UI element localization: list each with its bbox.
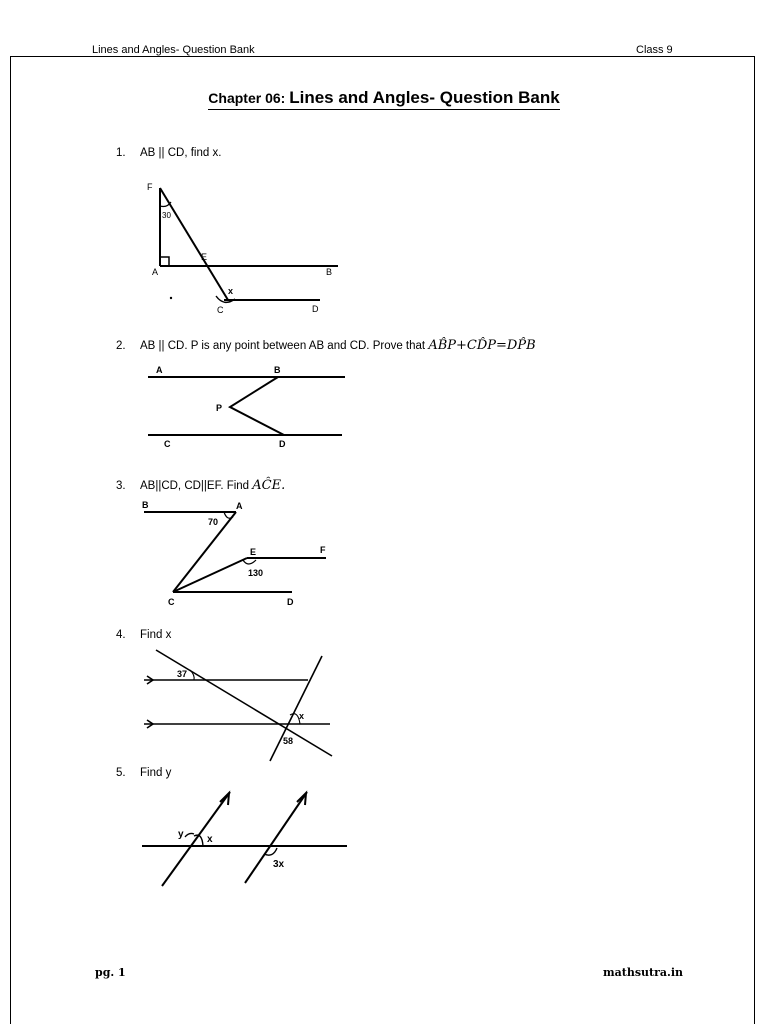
label-D: D: [312, 304, 319, 314]
question-5: [116, 767, 171, 779]
figure-5-diagram: [140, 786, 350, 890]
figure-2-diagram: [140, 362, 350, 454]
question-1: [116, 147, 221, 159]
label-x: x: [228, 286, 234, 296]
label-C: C: [168, 597, 175, 607]
site-name: mathsutra.in: [603, 966, 684, 979]
question-3: [116, 478, 285, 493]
angle-37: 37: [177, 669, 188, 679]
question-number: 1.: [116, 147, 126, 159]
angle-70: 70: [208, 517, 219, 527]
label-x: x: [207, 834, 213, 845]
label-D: D: [287, 597, 294, 607]
question-number: 2.: [116, 340, 126, 352]
figure-1-diagram: [140, 178, 345, 323]
question-text: AB || CD. P is any point between AB and CD. Prove that: [140, 340, 426, 352]
title-main: Lines and Angles- Question Bank: [289, 88, 560, 107]
title-prefix: Chapter 06:: [208, 90, 286, 106]
question-2: [116, 338, 536, 353]
question-text: Find x: [140, 629, 172, 641]
figure-4-diagram: [140, 648, 340, 766]
question-number: 3.: [116, 480, 126, 492]
question-text: AB||CD, CD||EF. Find: [140, 480, 250, 492]
question-number: 5.: [116, 767, 126, 779]
label-F: F: [320, 545, 326, 555]
label-y: y: [178, 829, 184, 840]
label-B: B: [274, 365, 281, 375]
question-2-math: AB̂P+CD̂P=DP̂B: [428, 338, 536, 353]
angle-30: 30: [162, 211, 171, 220]
label-C: C: [217, 305, 224, 315]
angle-130: 130: [248, 568, 264, 578]
page-number: pg. 1: [95, 966, 126, 979]
label-A: A: [152, 267, 159, 277]
label-x: x: [299, 711, 305, 721]
header-title: Lines and Angles- Question Bank: [92, 44, 255, 56]
label-P: P: [216, 403, 223, 413]
question-3-math: AĈE.: [252, 478, 286, 493]
header-class: Class 9: [636, 44, 673, 56]
page-frame: [10, 56, 755, 1024]
label-F: F: [147, 182, 153, 192]
question-text: Find y: [140, 767, 172, 779]
label-B: B: [142, 500, 149, 510]
label-C: C: [164, 439, 171, 449]
label-E: E: [250, 547, 257, 557]
figure-3-diagram: [140, 497, 330, 609]
angle-58: 58: [283, 736, 294, 746]
label-A: A: [236, 501, 243, 511]
label-E: E: [201, 252, 208, 262]
label-A: A: [156, 365, 163, 375]
question-number: 4.: [116, 629, 126, 641]
label-D: D: [279, 439, 286, 449]
angle-3x: 3x: [273, 859, 285, 870]
question-4: [116, 629, 171, 641]
question-text: AB || CD, find x.: [140, 147, 222, 159]
label-B: B: [326, 267, 333, 277]
page-title: [0, 88, 768, 110]
